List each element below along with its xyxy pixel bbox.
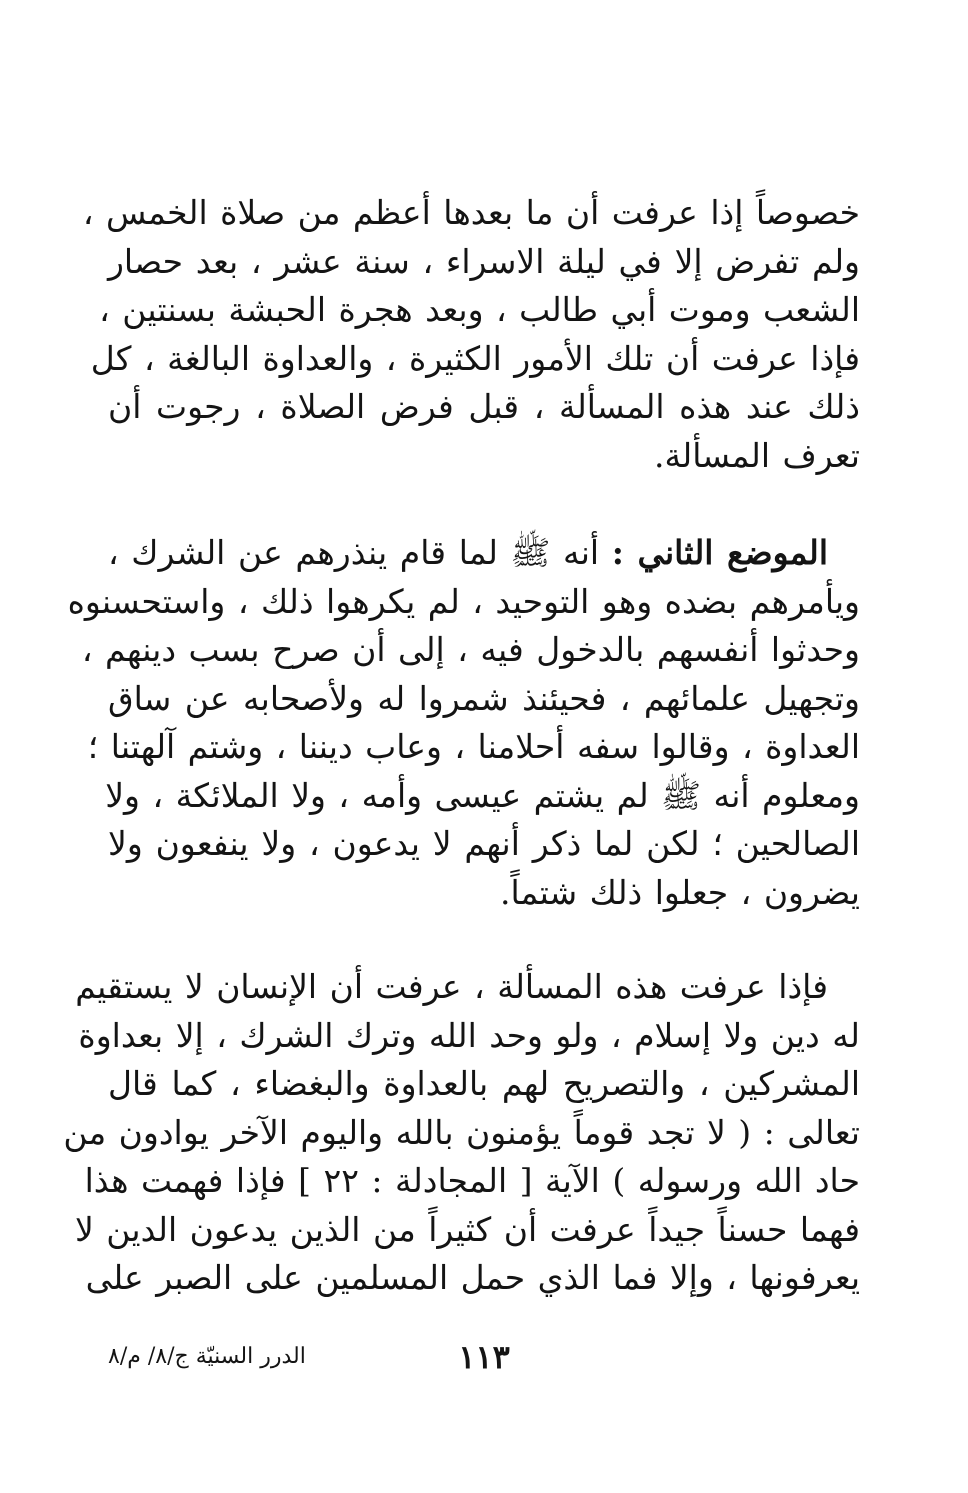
text-line: فإذا عرفت أن تلك الأمور الكثيرة ، والعداوة البالغة ، كل xyxy=(90,338,860,378)
text-line-first xyxy=(108,529,860,578)
text-line: خصوصاً إذا عرفت أن ما بعدها أعظم من صلاة الخمس ، xyxy=(82,193,860,232)
paragraph-2 xyxy=(67,529,860,917)
page-footer xyxy=(108,1338,860,1378)
text-line: تعرف المسألة. xyxy=(653,435,860,475)
text-line: وتجهيل علمائهم ، فحيئنذ شمروا له ولأصحابه عن ساق xyxy=(108,678,860,718)
text-line: ومعلوم أنه ﷺ لم يشتم عيسى وأمه ، ولا الملائكة ، ولا xyxy=(105,775,860,815)
text-line-first: فإذا عرفت هذه المسألة ، عرفت أن الإنسان لا يستقيم xyxy=(75,967,828,1006)
text-line: المشركين ، والتصريح لهم بالعداوة والبغضاء ، كما قال xyxy=(108,1064,860,1103)
page-number: ١١٣ xyxy=(458,1338,510,1376)
text-line: تعالى : ( لا تجد قوماً يؤمنون بالله واليوم الآخر يوادون من xyxy=(63,1112,860,1152)
source-reference: الدرر السنيّة ج/٨/ م/٨ xyxy=(108,1344,306,1369)
text-fragment: أنه ﷺ لما قام ينذرهم عن الشرك ، xyxy=(108,533,600,572)
text-line: يعرفونها ، وإلا فما الذي حمل المسلمين على الصبر على xyxy=(85,1258,860,1297)
text-line: يضرون ، جعلوا ذلك شتماً. xyxy=(499,872,860,912)
paragraph-1 xyxy=(82,189,860,480)
text-line: ويأمرهم بضده وهو التوحيد ، لم يكرهوا ذلك ، واستحسنوه xyxy=(67,581,860,621)
text-line: الشعب وموت أبي طالب ، وبعد هجرة الحبشة بسنتين ، xyxy=(99,290,860,329)
paragraph-3 xyxy=(63,963,860,1303)
text-line: الصالحين ؛ لكن لما ذكر أنهم لا يدعون ، ولا ينفعون ولا xyxy=(108,824,860,863)
text-line: حاد الله ورسوله ) الآية [ المجادلة : ٢٢ ] فإذا فهمت هذا xyxy=(84,1161,860,1200)
text-line: ذلك عند هذه المسألة ، قبل فرض الصلاة ، رجوت أن xyxy=(108,387,860,426)
text-line: وحدثوا أنفسهم بالدخول فيه ، إلى أن صرح بسب دينهم ، xyxy=(81,630,860,669)
section-heading: الموضع الثاني : xyxy=(611,533,828,572)
text-line: ولم تفرض إلا في ليلة الاسراء ، سنة عشر ، بعد حصار xyxy=(108,241,860,281)
text-line: العداوة ، وقالوا سفه أحلامنا ، وعاب ديننا ، وشتم آلهتنا ؛ xyxy=(87,727,860,766)
text-line: له دين ولا إسلام ، ولو وحد الله وترك الشرك ، إلا بعداوة xyxy=(78,1015,860,1055)
text-line: فهما حسناً جيداً عرفت أن كثيراً من الذين يدعون الدين لا xyxy=(75,1209,860,1249)
